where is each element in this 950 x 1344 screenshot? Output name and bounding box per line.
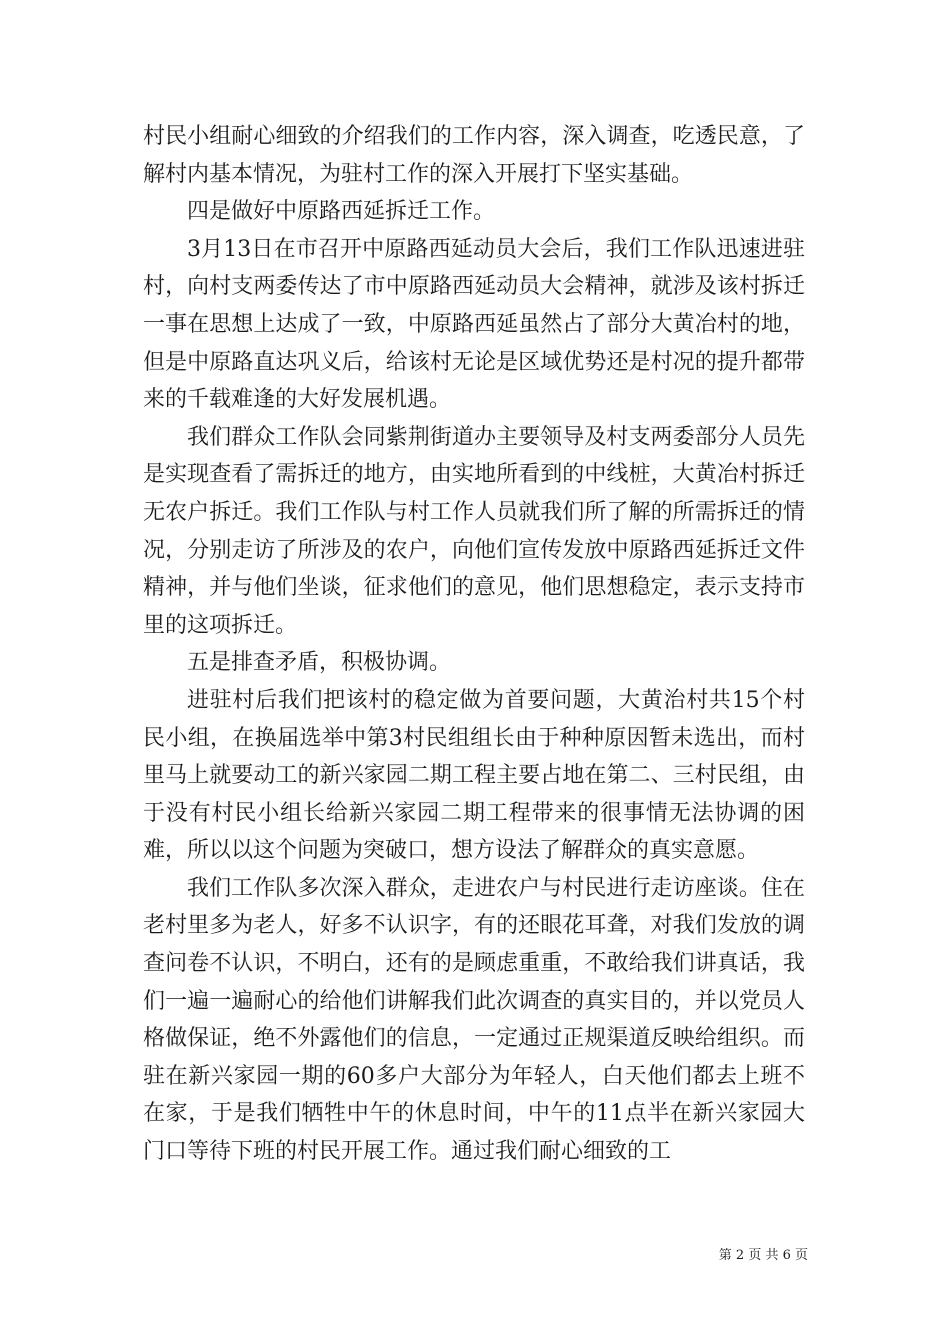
document-body bbox=[143, 118, 805, 1171]
page-number-footer: 第 2 页 共 6 页 bbox=[718, 1248, 808, 1263]
paragraph-village-stability: 进驻村后我们把该村的稳定做为首要问题，大黄治村共15个村民小组，在换届选举中第3村民组组长由于种种原因暂未选出，而村里马上就要动工的新兴家园二期工程主要占地在第二、三村民组，由于没有村民小组长给新兴家园二期工程带来的很事情无法协调的困难，所以以这个问题为突破口，想方设法了解群众的真实意愿。 bbox=[143, 687, 805, 864]
section-heading-5: 五是排查矛盾，积极协调。 bbox=[187, 650, 452, 676]
paragraph-continuation: 村民小组耐心细致的介绍我们的工作内容，深入调查，吃透民意，了解村内基本情况，为驻村工作的深入开展打下坚实基础。 bbox=[143, 124, 805, 187]
paragraph-visits: 我们工作队多次深入群众，走进农户与村民进行走访座谈。住在老村里多为老人，好多不认识字，有的还眼花耳聋，对我们发放的调查问卷不认识，不明白，还有的是顾虑重重，不敢给我们讲真话，我们一遍一遍耐心的给他们讲解我们此次调查的真实目的，并以党员人格做保证，绝不外露他们的信息，一定通过正规渠道反映给组织。而驻在新兴家园一期的60多户大部分为年轻人，白天他们都去上班不在家，于是我们牺牲中午的休息时间，中午的11点半在新兴家园大门口等待下班的村民开展工作。通过我们耐心细致的工 bbox=[143, 875, 805, 1165]
paragraph-mobilization-meeting: 3月13日在市召开中原路西延动员大会后，我们工作队迅速进驻村，向村支两委传达了市中原路西延动员大会精神，就涉及该村拆迁一事在思想上达成了一致，中原路西延虽然占了部分大黄冶村的地，但是中原路直达巩义后，给该村无论是区域优势还是村况的提升都带来的千载难逢的大好发展机遇。 bbox=[143, 236, 805, 413]
section-heading-4: 四是做好中原路西延拆迁工作。 bbox=[187, 199, 496, 225]
paragraph-demolition-survey: 我们群众工作队会同紫荆街道办主要领导及村支两委部分人员先是实现查看了需拆迁的地方，由实地所看到的中线桩，大黄冶村拆迁无农户拆迁。我们工作队与村工作人员就我们所了解的所需拆迁的情况，分别走访了所涉及的农户，向他们宣传发放中原路西延拆迁文件精神，并与他们坐谈，征求他们的意见，他们思想稳定，表示支持市里的这项拆迁。 bbox=[143, 424, 805, 638]
